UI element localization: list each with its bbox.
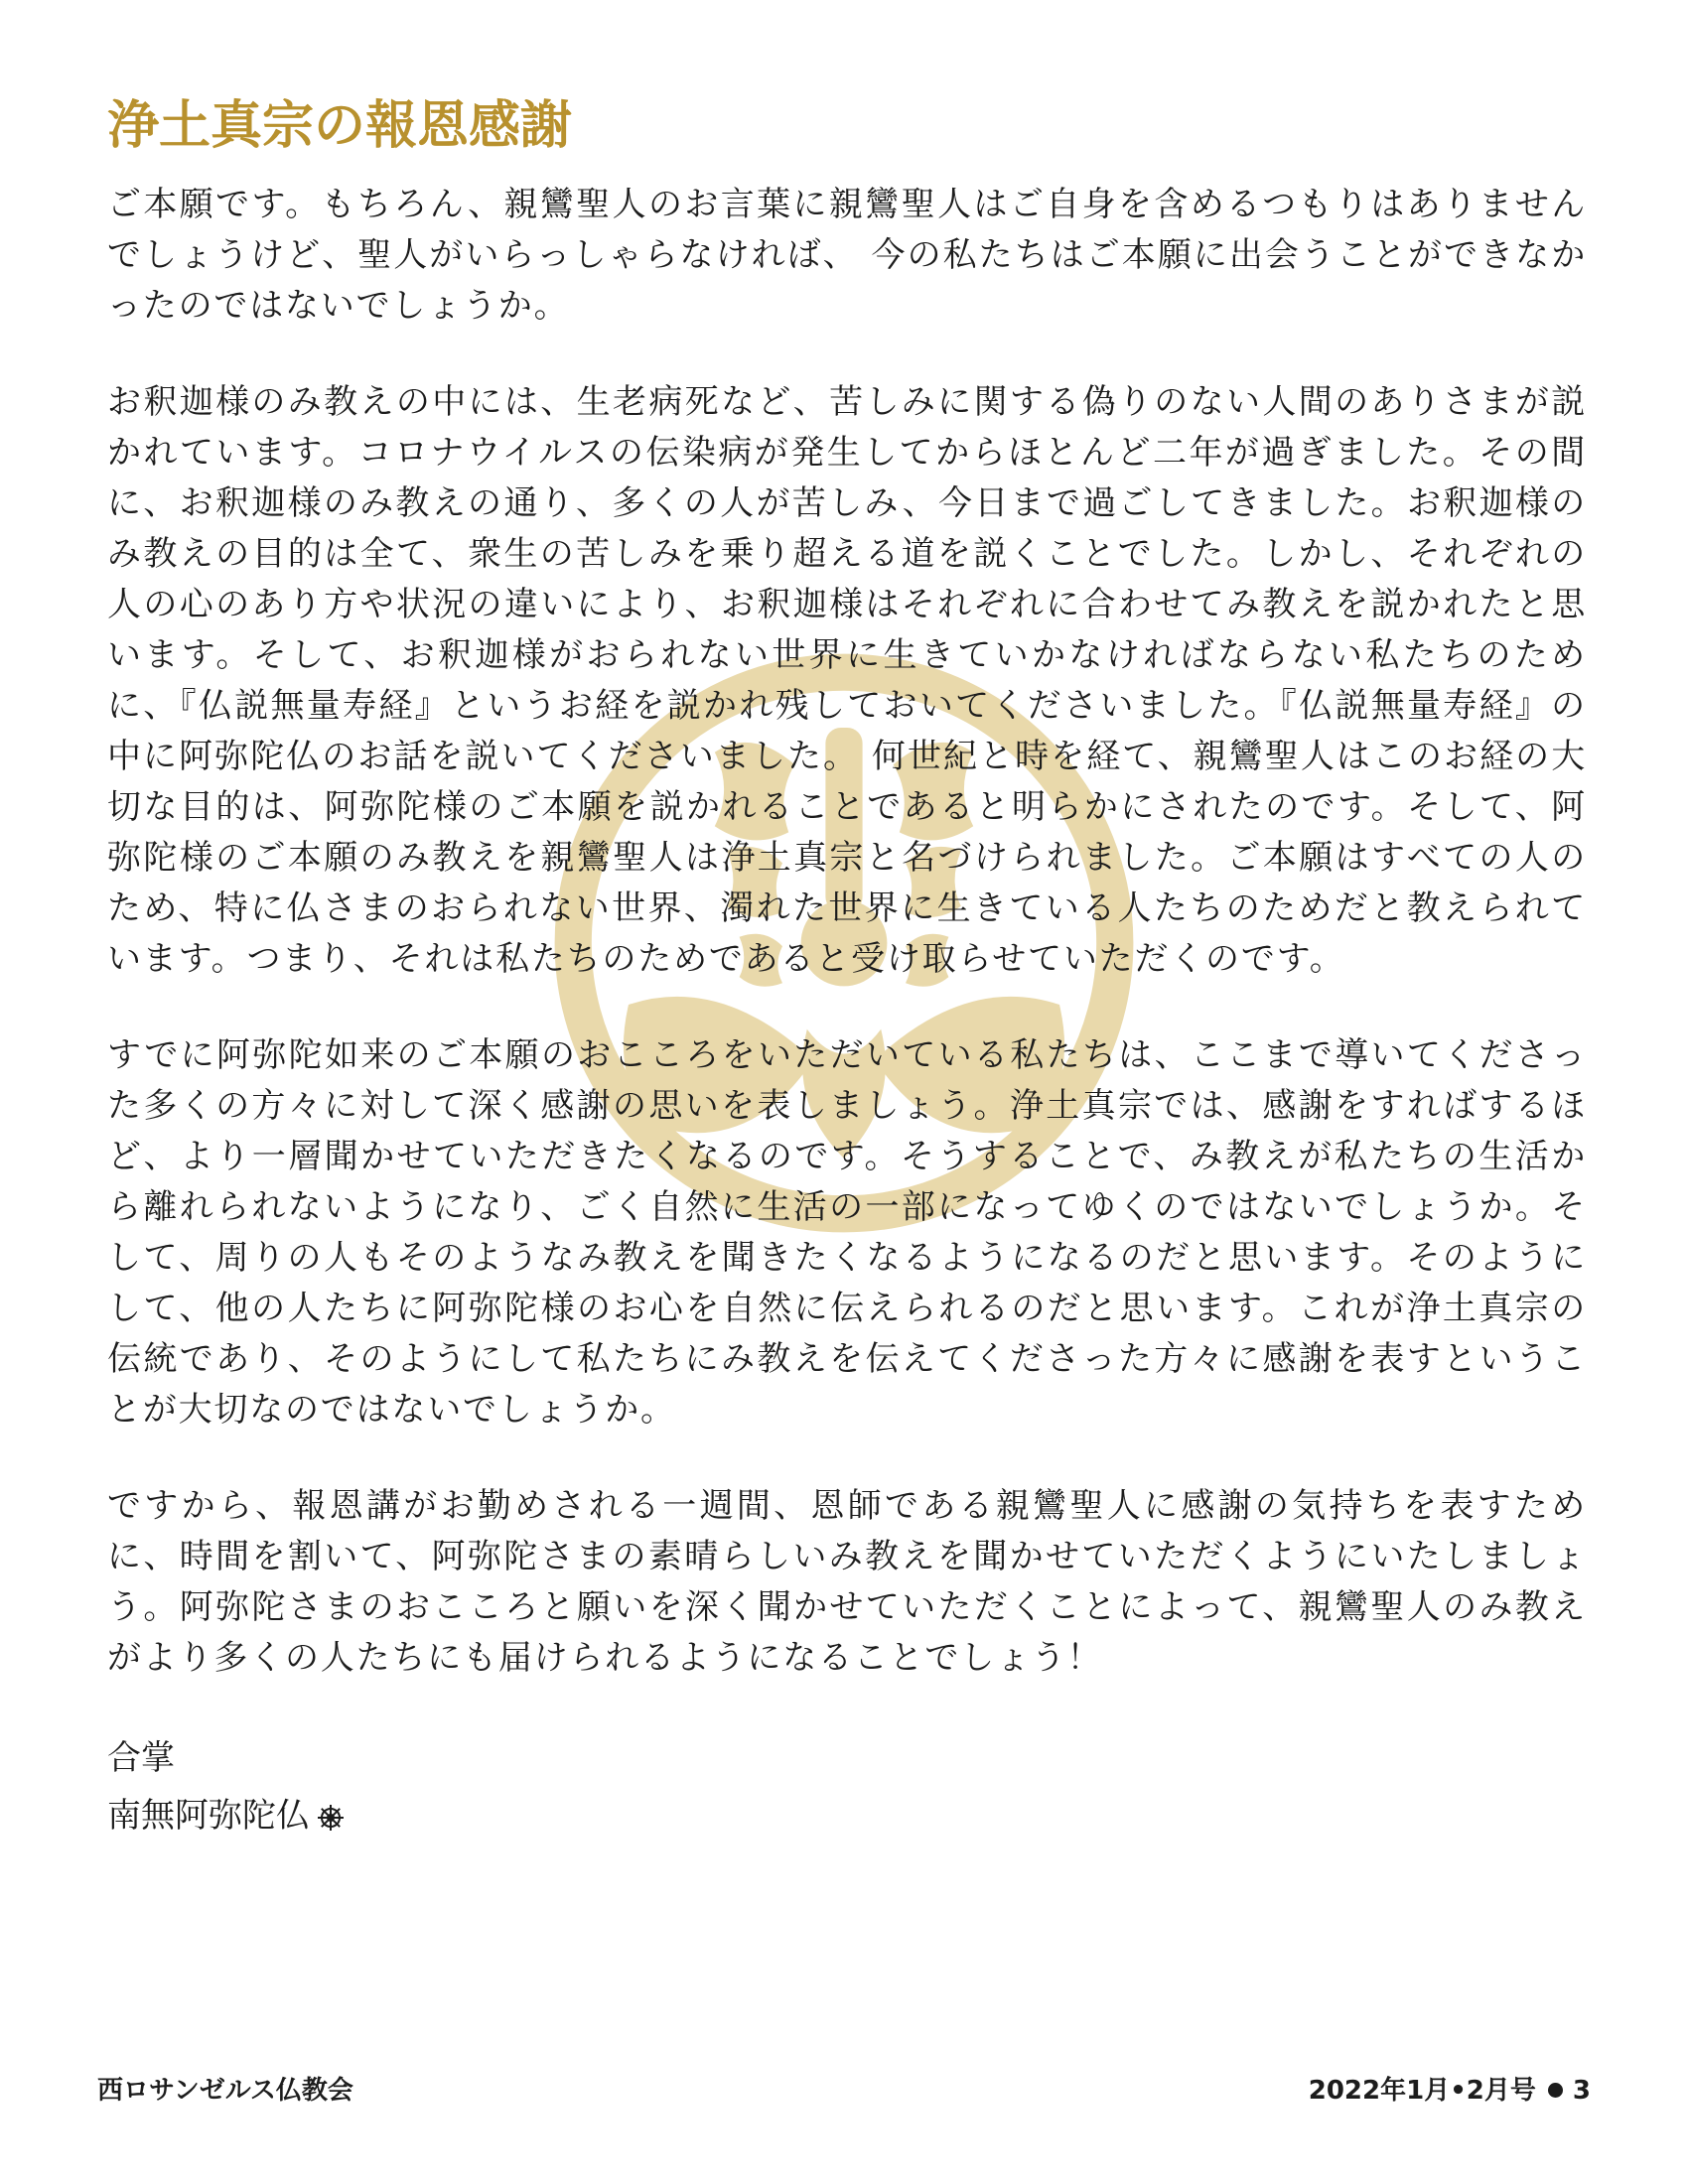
issue-date: 2022年1月•2月号 <box>1308 2076 1536 2106</box>
footer-organization: 西ロサンゼルス仏教会 <box>97 2076 353 2106</box>
paragraph-1: ご本願です。もちろん、親鸞聖人のお言葉に親鸞聖人はご自身を含めるつもりはありませんでしょうけど、聖人がいらっしゃらなければ、 今の私たちはご本願に出会うことができなかったのではないでしょうか。 <box>107 185 1587 326</box>
gassho-text: 合掌 <box>107 1738 175 1778</box>
bullet-dot-icon <box>1548 2083 1563 2098</box>
nembutsu-text: 南無阿弥陀仏 <box>107 1796 310 1836</box>
footer-issue <box>1309 2070 1591 2107</box>
page-number: 3 <box>1572 2076 1591 2106</box>
closing <box>107 1729 1587 1844</box>
article <box>107 94 1587 1844</box>
paragraph-2: お釈迦様のみ教えの中には、生老病死など、苦しみに関する偽りのない人間のありさまが説かれています。コロナウイルスの伝染病が発生してからほとんど二年が過ぎました。その間に、お釈迦様のみ教えの通り、多くの人が苦しみ、今日まで過ごしてきました。お釈迦様のみ教えの目的は全て、衆生の苦しみを乗り超える道を説くことでした。しかし、それぞれの人の心のあり方や状況の違いにより、お釈迦様はそれぞれに合わせてみ教えを説かれたと思います。そして、お釈迦様がおられない世界に生きていかなければならない私たちのために、『仏説無量寿経』というお経を説かれ残しておいてくださいました。『仏説無量寿経』の中に阿弥陀仏のお話を説いてくださいました。 何世紀と時を経て、親鸞聖人はこのお経の大切な目的は、阿弥陀様のご本願を説かれることであると明らかにされたのです。そして、阿弥陀様のご本願のみ教えを親鸞聖人は浄土真宗と名づけられました。ご本願はすべての人のため、特に仏さまのおられない世界、濁れた世界に生きている人たちのためだと教えられています。つまり、それは私たちのためであると受け取らせていただくのです。 <box>107 382 1587 979</box>
nembutsu-line <box>107 1787 1587 1844</box>
dharma-wheel-icon <box>316 1803 346 1833</box>
paragraph-4: ですから、報恩講がお勤めされる一週間、恩師である親鸞聖人に感謝の気持ちを表すために、時間を割いて、阿弥陀さまの素晴らしいみ教えを聞かせていただくようにいたしましょう。阿弥陀さまのおこころと願いを深く聞かせていただくことによって、親鸞聖人のみ教えがより多くの人たちにも届けられるようになることでしょう！ <box>107 1486 1587 1678</box>
paragraph-3: すでに阿弥陀如来のご本願のおこころをいただいている私たちは、ここまで導いてくださった多くの方々に対して深く感謝の思いを表しましょう。浄土真宗では、感謝をすればするほど、より一層聞かせていただきたくなるのです。そうすることで、み教えが私たちの生活から離れられないようになり、ごく自然に生活の一部になってゆくのではないでしょうか。そして、周りの人もそのようなみ教えを聞きたくなるようになるのだと思います。そのようにして、他の人たちに阿弥陀様のお心を自然に伝えられるのだと思います。これが浄土真宗の伝統であり、そのようにして私たちにみ教えを伝えてくださった方々に感謝を表すということが大切なのではないでしょうか。 <box>107 1035 1587 1430</box>
article-title: 浄土真宗の報恩感謝 <box>107 96 573 156</box>
